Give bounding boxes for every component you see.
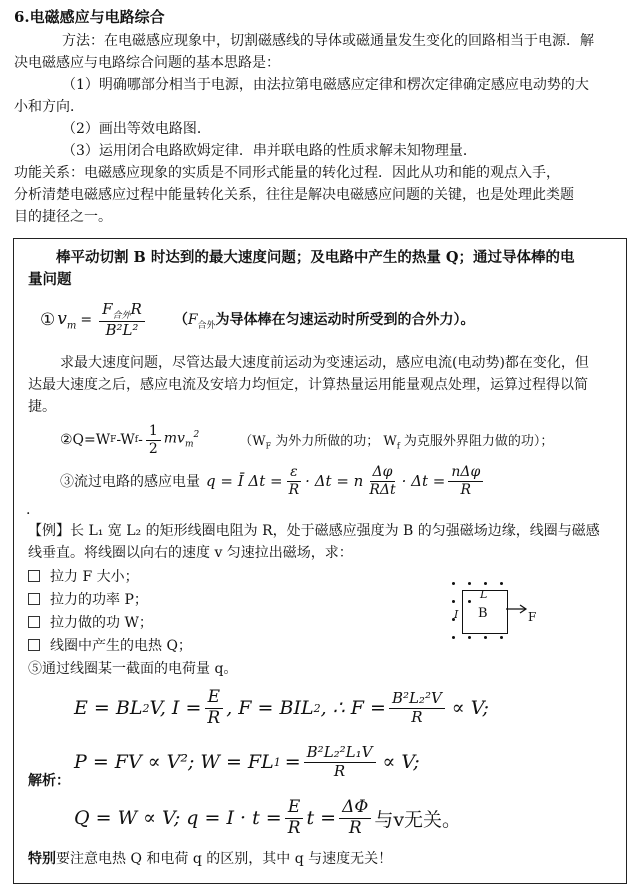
question-3: 拉力做的功 W； <box>28 612 153 632</box>
bullet-box-icon <box>28 616 40 628</box>
example-line-1: 【例】长 L₁ 宽 L₂ 的矩形线圈电阻为 R，处于磁感应强度为 B 的匀强磁场边缘，线圈与磁感 <box>28 523 600 539</box>
formula-heat: ②Q=W F -W f - $\frac{1}{2}$ $mv_m^2$ （$W_F$ 为外力所做的功； $W_f$ 为克服外界阻力做的功）； <box>60 423 554 457</box>
bullet-box-icon <box>28 593 40 605</box>
coil-field-diagram: L B I F <box>452 578 542 650</box>
formula-max-velocity: ① $v_m$ = $\frac{F_{合外}R}{\text{B²L²}}$ （$F_{合外}$为导体棒在匀速运动时所受到的合外力）。 <box>40 299 475 340</box>
stray-dot: . <box>26 502 31 518</box>
section-title: 6.电磁感应与电路综合 <box>14 8 165 26</box>
analysis-label: 解析： <box>28 773 70 789</box>
function-line-2: 分析清楚电磁感应过程中能量转化关系，往往是解决电磁感应问题的关键，也是处理此类题 <box>14 187 574 203</box>
function-line-1: 功能关系：电磁感应现象的实质是不同形式能量的转化过程．因此从功和能的观点入手， <box>14 165 560 181</box>
arrow-right-icon <box>506 602 530 616</box>
box-title-line-2: 量问题 <box>28 271 72 288</box>
question-5: ⑤通过线圈某一截面的电荷量 q。 <box>28 661 238 677</box>
explain-line-3: 捷。 <box>28 399 56 415</box>
box-title-line-1: 棒平动切割 B 时达到的最大速度问题；及电路中产生的热量 Q；通过导体棒的电 <box>56 249 575 266</box>
solution-eq-2: P = FV ∝ V²; W = FL 1 = $\frac{\text{B²L₂²L₁V}}{R}$ ∝ V; <box>74 743 420 780</box>
final-note: 特别要注意电热 Q 和电荷 q 的区别，其中 q 与速度无关！ <box>28 851 393 867</box>
explain-line-1: 求最大速度问题，尽管达最大速度前运动为变速运动，感应电流(电动势)都在变化，但 <box>60 355 589 371</box>
method-line-4: 小和方向． <box>14 99 84 115</box>
bullet-box-icon <box>28 570 40 582</box>
method-line-1: 方法：在电磁感应现象中，切割磁感线的导体或磁通量发生变化的回路相当于电源．解 <box>62 33 594 49</box>
method-line-5: （2）画出等效电路图． <box>62 121 211 137</box>
question-4: 线圈中产生的电热 Q； <box>28 635 192 655</box>
solution-eq-1: E = BL 2 V, I = $\frac{E}{R}$ , F = BIL 2 , ∴ F = $\frac{\text{B²L₂²V}}{R}$ ∝ V; <box>74 686 489 728</box>
solution-eq-3: Q = W ∝ V; q = I · t = $\frac{E}{R}$ t = $\frac{\Delta\Phi}{R}$ 与v无关。 <box>74 796 462 838</box>
explain-line-2: 达最大速度之后，感应电流及安培力均恒定，计算热量运用能量观点处理，运算过程得以简 <box>28 377 588 393</box>
example-line-2: 线垂直。将线圈以向右的速度 v 匀速拉出磁场，求： <box>28 545 353 561</box>
question-2: 拉力的功率 P； <box>28 589 148 609</box>
function-line-3: 目的捷径之一。 <box>14 209 112 225</box>
bullet-box-icon <box>28 639 40 651</box>
question-1: 拉力 F 大小； <box>28 566 139 586</box>
method-line-3: （1）明确哪部分相当于电源，由法拉第电磁感应定律和楞次定律确定感应电动势的大 <box>62 77 589 93</box>
method-line-6: （3）运用闭合电路欧姆定律．串并联电路的性质求解未知物理量． <box>62 143 477 159</box>
method-line-2: 决电磁感应与电路综合问题的基本思路是： <box>14 55 280 71</box>
formula-charge: ③流过电路的感应电量 q = Ī Δt = $\frac{\varepsilon}{R}$ · Δt = n $\frac{\Delta\varphi}{\text{RΔt}}$ · Δt = $\frac{\text{nΔφ}}{R}$ <box>60 460 486 502</box>
